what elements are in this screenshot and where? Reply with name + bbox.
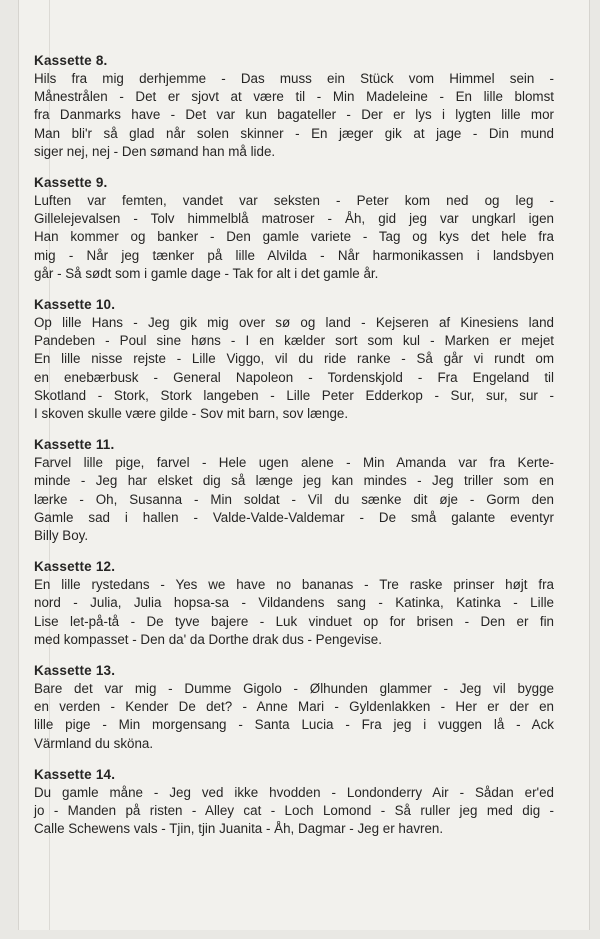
song-list-line: siger nej, nej - Den sømand han må lide. [34,143,276,159]
song-list-line: jo - Manden på risten - Alley cat - Loch Lomond - Så ruller jeg med dig - [34,803,554,819]
song-list-line: lærke - Oh, Susanna - Min soldat - Vil du sænke dit øje - Gorm den [34,491,554,507]
cassette-heading: Kassette 11. [34,437,115,453]
cassette-section [34,436,554,545]
song-list-line: med kompasset - Den da' da Dorthe drak dus - Pengevise. [34,631,382,647]
cassette-section [34,52,554,161]
song-list-line: Man bli'r så glad når solen skinner - En jæger gik at jage - Din mund [34,125,554,141]
song-list-line: Värmland du sköna. [34,735,154,751]
song-list-line: en enebærbusk - General Napoleon - Tordenskjold - Fra Engeland til [34,369,554,385]
track-listing [34,52,554,852]
song-list-line: fra Danmarks have - Det var kun bagateller - Der er lys i lygten lille mor [34,107,554,123]
song-list-line: Pandeben - Poul sine høns - I en kælder sort som kul - Marken er mejet [34,333,554,349]
song-list-line: I skoven skulle være gilde - Sov mit barn, sov længe. [34,406,349,422]
song-list-line: Gamle sad i hallen - Valde-Valde-Valdemar - De små galante eventyr [34,509,554,525]
song-list-line: Luften var femten, vandet var seksten - Peter kom ned og leg - [34,193,554,209]
song-list-line: Bare det var mig - Dumme Gigolo - Ølhunden glammer - Jeg vil bygge [34,681,554,697]
song-list-line: Gillelejevalsen - Tolv himmelblå matroser - Åh, gid jeg var ungkarl igen [34,211,554,227]
cassette-heading: Kassette 10. [34,297,116,313]
song-list-line: Calle Schewens vals - Tjin, tjin Juanita - Åh, Dagmar - Jeg er havren. [34,821,444,837]
song-list-line: En lille nisse rejste - Lille Viggo, vil du ride ranke - Så går vi rundt om [34,351,554,367]
song-list-line: Han kommer og banker - Den gamle variete - Tag og kys det hele fra [34,229,554,245]
song-list-line: Farvel lille pige, farvel - Hele ugen alene - Min Amanda var fra Kerte- [34,455,554,471]
cassette-section [34,662,554,753]
cassette-heading: Kassette 12. [34,559,116,575]
cassette-section [34,174,554,283]
song-list-line: mig - Når jeg tænker på lille Alvilda - Når harmonikassen i landsbyen [34,247,554,263]
song-list-line: minde - Jeg har elsket dig så længe jeg kan mindes - Jeg triller som en [34,473,554,489]
cassette-section [34,558,554,649]
cassette-heading: Kassette 8. [34,53,108,68]
song-list-line: Billy Boy. [34,528,89,544]
song-list-line: Du gamle måne - Jeg ved ikke hvodden - Londonderry Air - Sådan er'ed [34,784,554,800]
cassette-heading: Kassette 9. [34,175,108,191]
cassette-section [34,766,554,839]
song-list-line: Månestrålen - Det er sjovt at være til - Min Madeleine - En lille blomst [34,89,554,105]
cassette-heading: Kassette 14. [34,766,116,782]
song-list-line: Skotland - Stork, Stork langeben - Lille Peter Edderkop - Sur, sur, sur - [34,387,554,403]
song-list-line: Op lille Hans - Jeg gik mig over sø og land - Kejseren af Kinesiens land [34,315,554,331]
song-list-line: lille pige - Min morgensang - Santa Lucia - Fra jeg i vuggen lå - Ack [34,717,554,733]
song-list-line: nord - Julia, Julia hopsa-sa - Vildandens sang - Katinka, Katinka - Lille [34,595,554,611]
cassette-section [34,296,554,423]
song-list-line: Lise let-på-tå - De tyve bajere - Luk vinduet op for brisen - Den er fin [34,613,554,629]
song-list-line: Hils fra mig derhjemme - Das muss ein Stück vom Himmel sein - [34,71,554,86]
cassette-heading: Kassette 13. [34,663,116,679]
song-list-line: går - Så sødt som i gamle dage - Tak for alt i det gamle år. [34,265,379,281]
song-list-line: En lille rystedans - Yes we have no bananas - Tre raske prinser højt fra [34,577,554,593]
song-list-line: en verden - Kender De det? - Anne Mari - Gyldenlakken - Her er der en [34,699,554,715]
